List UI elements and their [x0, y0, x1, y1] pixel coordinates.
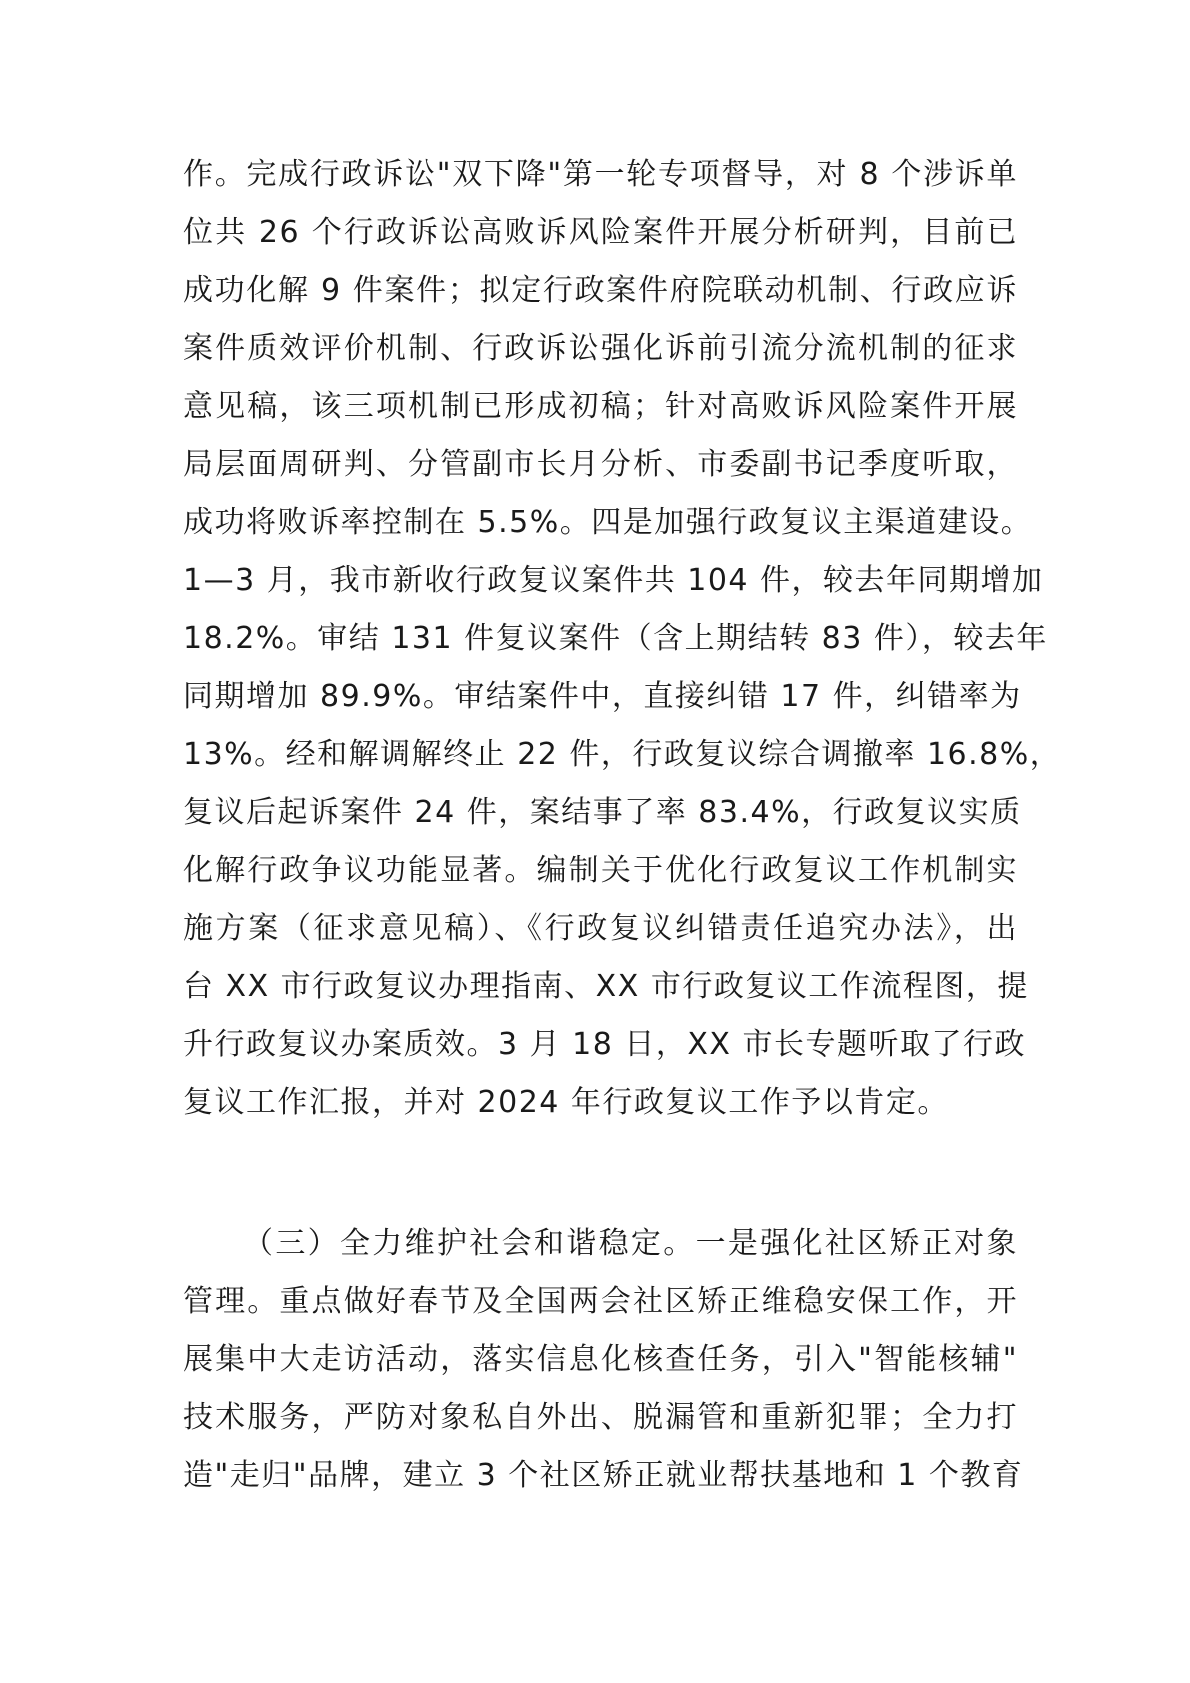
text-line: 意见稿，该三项机制已形成初稿；针对高败诉风险案件开展 — [183, 389, 1018, 424]
text-line: 升行政复议办案质效。3 月 18 日，XX 市长专题听取了行政 — [183, 1027, 1027, 1062]
text-line: 复议后起诉案件 24 件，案结事了率 83.4%，行政复议实质 — [183, 795, 1022, 830]
text-line: 管理。重点做好春节及全国两会社区矫正维稳安保工作，开 — [183, 1284, 1018, 1319]
text-line: 13%。经和解调解终止 22 件，行政复议综合调撤率 16.8%， — [183, 737, 1062, 772]
text-line: 台 XX 市行政复议办理指南、XX 市行政复议工作流程图，提 — [183, 969, 1029, 1004]
text-line: 1—3 月，我市新收行政复议案件共 104 件，较去年同期增加 — [183, 563, 1044, 598]
text-line: 18.2%。审结 131 件复议案件（含上期结转 83 件），较去年 — [183, 621, 1048, 656]
text-line: 技术服务，严防对象私自外出、脱漏管和重新犯罪；全力打 — [183, 1400, 1018, 1435]
text-line: 局层面周研判、分管副市长月分析、市委副书记季度听取， — [183, 447, 1018, 482]
text-line: 作。完成行政诉讼"双下降"第一轮专项督导，对 8 个涉诉单 — [183, 157, 1018, 192]
text-line: 成功化解 9 件案件；拟定行政案件府院联动机制、行政应诉 — [183, 273, 1018, 308]
paragraph-administrative-review — [183, 146, 1062, 1132]
text-line: 案件质效评价机制、行政诉讼强化诉前引流分流机制的征求 — [183, 331, 1018, 366]
text-line: 施方案（征求意见稿）、《行政复议纠错责任追究办法》，出 — [183, 911, 1018, 946]
text-line: 同期增加 89.9%。审结案件中，直接纠错 17 件，纠错率为 — [183, 679, 1022, 714]
paragraph-social-stability — [183, 1215, 1024, 1505]
text-line: 位共 26 个行政诉讼高败诉风险案件开展分析研判，目前已 — [183, 215, 1018, 250]
text-line: 成功将败诉率控制在 5.5%。四是加强行政复议主渠道建设。 — [183, 505, 1033, 540]
text-line: （三）全力维护社会和谐稳定。一是强化社区矫正对象 — [243, 1226, 1018, 1261]
text-line: 造"走归"品牌，建立 3 个社区矫正就业帮扶基地和 1 个教育 — [183, 1458, 1024, 1493]
text-line: 展集中大走访活动，落实信息化核查任务，引入"智能核辅" — [183, 1342, 1018, 1377]
text-line: 化解行政争议功能显著。编制关于优化行政复议工作机制实 — [183, 853, 1018, 888]
text-line: 复议工作汇报，并对 2024 年行政复议工作予以肯定。 — [183, 1085, 949, 1120]
